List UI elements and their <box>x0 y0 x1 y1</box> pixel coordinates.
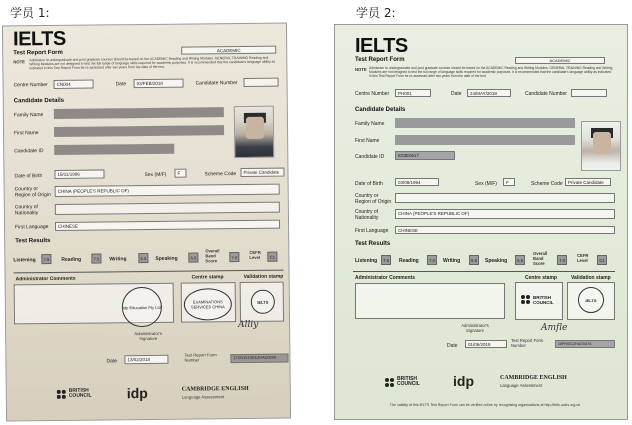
module-box: ACADEMIC <box>181 46 276 55</box>
candidate-number-label: Candidate Number <box>525 91 567 97</box>
centre-number-value: PH001 <box>395 89 431 97</box>
speaking-score: 6.5 <box>188 252 198 262</box>
writing-label: Writing <box>443 258 461 264</box>
module-box: ACADEMIC <box>515 57 605 64</box>
test-results-title: Test Results <box>355 241 391 247</box>
centre-stamp-label: Centre stamp <box>191 274 224 281</box>
note-text: Admission to undergraduate and post graduate courses should be based on the ACADEMIC Reading and Writing Modules. GENERAL TRAINING Reading and Writing Modules are not designed to test the full range of language skills required for academic purposes. It is recommended that the candidate's language ability as indicated in this Test Report Form be re-assessed after two years from the date of the test. <box>29 55 276 71</box>
british-council-stamp-text: BRITISH COUNCIL <box>533 295 554 305</box>
scheme-code-label: Scheme Code <box>531 181 563 187</box>
candidate-photo <box>581 121 621 171</box>
trf-number-value: 18PH001ZHAO547A <box>555 340 615 348</box>
admin-signature-label: Administrator's Signature <box>461 323 489 333</box>
writing-score: 6.5 <box>138 253 148 263</box>
family-name-label: Family Name <box>13 112 44 119</box>
nationality-label: Country of Nationality <box>355 209 379 221</box>
date-label: Date <box>115 81 127 88</box>
writing-label: Writing <box>109 256 127 263</box>
note-label: NOTE <box>355 67 367 72</box>
bottom-date-value: 01/06/2018 <box>465 340 507 348</box>
date-value: 24/MAY/2018 <box>467 89 511 97</box>
family-name-redacted <box>54 107 224 119</box>
sex-label: Sex (M/F) <box>144 171 167 179</box>
first-language-value: CHINESE <box>55 220 280 231</box>
cefr-score: C1 <box>597 255 607 265</box>
test-results-title: Test Results <box>15 238 51 245</box>
cambridge-logo: CAMBRIDGE ENGLISH <box>181 385 249 393</box>
cambridge-subtitle: Language Assessment <box>500 383 543 388</box>
candidate-id-label: Candidate ID <box>355 154 385 160</box>
british-council-icon <box>385 378 394 387</box>
nationality-value <box>55 202 280 215</box>
centre-number-label: Centre Number <box>13 82 48 89</box>
overall-score: 7.0 <box>229 252 239 262</box>
scheme-code-label: Scheme Code <box>204 171 237 178</box>
note-label: NOTE <box>13 59 25 65</box>
sex-label: Sex (M/F) <box>475 181 497 187</box>
bottom-date-value: 13/02/2018 <box>124 355 168 364</box>
validation-stamp-label: Validation stamp <box>243 273 284 280</box>
candidate-number-value <box>571 89 607 97</box>
bottom-date-label: Date <box>447 343 458 349</box>
ielts-logo: IELTS <box>355 35 408 57</box>
first-name-label: First Name <box>14 130 39 137</box>
cefr-score: C1 <box>267 252 277 262</box>
overall-label: Overall Band Score <box>205 248 220 264</box>
sex-value: F <box>503 178 515 186</box>
speaking-label: Speaking <box>485 258 508 264</box>
centre-number-label: Centre Number <box>355 91 390 97</box>
first-language-value: CHINESE <box>395 226 615 234</box>
date-label: Date <box>451 91 462 97</box>
form-title: Test Report Form <box>13 49 63 57</box>
speaking-label: Speaking <box>155 255 178 262</box>
cambridge-subtitle: Language Assessment <box>181 394 225 400</box>
scheme-code-value: Private Candidate <box>565 178 611 186</box>
cefr-label: CEFR Level <box>249 249 261 260</box>
reading-score: 7.0 <box>427 255 437 265</box>
reading-label: Reading <box>61 256 82 263</box>
idp-stamp: idp Education Pty Ltd <box>122 287 162 327</box>
centre-number-value: CN004 <box>54 80 94 89</box>
dob-label: Date of Birth <box>355 181 383 187</box>
candidate-number-value <box>243 78 278 87</box>
overall-label: Overall Band Score <box>533 251 548 266</box>
centre-stamp: EXAMINATIONS SERVICES CHINA <box>184 288 232 321</box>
validation-stamp: IELTS <box>578 287 604 313</box>
trf-number-label: Test Report Form Number <box>511 338 544 348</box>
candidate-id-label: Candidate ID <box>14 148 44 155</box>
reading-label: Reading <box>399 258 419 264</box>
family-name-label: Family Name <box>355 121 385 127</box>
country-origin-label: Country or Region of Origin <box>14 186 51 199</box>
reading-score: 7.5 <box>91 253 101 263</box>
ielts-logo: IELTS <box>12 27 66 51</box>
british-council-stamp-icon <box>521 295 530 304</box>
sex-value: F <box>174 169 186 178</box>
test-report-form-2 <box>334 24 628 420</box>
cefr-label: CEFR Level <box>577 253 589 263</box>
validation-stamp-label: Validation stamp <box>571 275 611 281</box>
validation-stamp: IELTS <box>251 290 275 314</box>
british-council-logo: BRITISH COUNCIL <box>68 387 92 399</box>
test-report-form-1 <box>2 23 291 422</box>
nationality-label: Country of Nationality <box>14 204 39 217</box>
writing-score: 6.5 <box>469 255 479 265</box>
first-name-redacted <box>395 135 575 145</box>
form-title: Test Report Form <box>355 57 405 63</box>
candidate-id-value: E03E0617 <box>395 151 455 160</box>
trf-number-label: Test Report Form Number <box>184 352 217 363</box>
country-origin-label: Country or Region of Origin <box>355 193 392 205</box>
student-2-heading: 学员 2: <box>356 6 396 20</box>
date-value: 03/FEB/2018 <box>134 79 184 89</box>
divider <box>14 270 284 274</box>
administrator-signature: Amfle <box>541 323 568 333</box>
admin-comments-label: Administrator Comments <box>15 275 76 283</box>
student-1-heading: 学员 1: <box>10 6 50 20</box>
british-council-logo: BRITISH COUNCIL <box>397 376 420 387</box>
admin-signature-label: Administrator's Signature <box>134 330 162 342</box>
administrator-signature: Alliy <box>238 319 259 331</box>
country-origin-value <box>395 193 615 203</box>
candidate-id-redacted <box>54 144 174 155</box>
divider <box>353 271 615 272</box>
candidate-photo <box>234 106 275 158</box>
overall-score: 7.0 <box>557 255 567 265</box>
first-language-label: First Language <box>355 228 389 234</box>
listening-score: 7.5 <box>381 255 391 265</box>
candidate-details-title: Candidate Details <box>13 97 65 105</box>
candidate-number-label: Candidate Number <box>195 80 238 87</box>
dob-value: 03/08/1994 <box>395 178 439 186</box>
idp-logo: idp <box>126 384 148 402</box>
first-name-label: First Name <box>355 138 380 144</box>
trf-number-value: 17CN151SKEZHAU004A <box>230 354 288 364</box>
bottom-date-label: Date <box>106 358 118 365</box>
british-council-icon <box>57 390 66 399</box>
validity-note: The validity of this IELTS Test Report Form can be verified online by recognising organisations at http://ielts.ucles.org.uk <box>389 403 581 407</box>
cambridge-logo: CAMBRIDGE ENGLISH <box>500 375 567 381</box>
listening-label: Listening <box>355 258 378 264</box>
centre-stamp-label: Centre stamp <box>525 275 557 281</box>
candidate-details-title: Candidate Details <box>355 107 406 113</box>
idp-logo: idp <box>453 373 474 389</box>
admin-comments-label: Administrator Comments <box>355 275 416 281</box>
admin-comments-box <box>355 283 505 319</box>
speaking-score: 6.5 <box>515 255 525 265</box>
first-name-redacted <box>54 125 224 137</box>
scheme-code-value: Private Candidate <box>240 168 284 177</box>
first-language-label: First Language <box>15 224 49 231</box>
note-text: Admission to undergraduate and post graduate courses should be based on the ACADEMIC Reading and Writing Modules. GENERAL TRAINING Reading and Writing Modules are not designed to test the full range of language skills required for academic purposes. It is recommended that the candidate's language ability as indicated in this Test Report Form be re-assessed after two years from the date of the test. <box>369 66 613 78</box>
country-origin-value: CHINA (PEOPLE'S REPUBLIC OF) <box>55 184 280 197</box>
listening-score: 7.5 <box>41 254 51 264</box>
listening-label: Listening <box>13 257 36 264</box>
dob-label: Date of Birth <box>14 173 43 180</box>
nationality-value: CHINA (PEOPLE'S REPUBLIC OF) <box>395 209 615 219</box>
family-name-redacted <box>395 118 575 128</box>
dob-value: 15/11/1986 <box>54 169 104 179</box>
